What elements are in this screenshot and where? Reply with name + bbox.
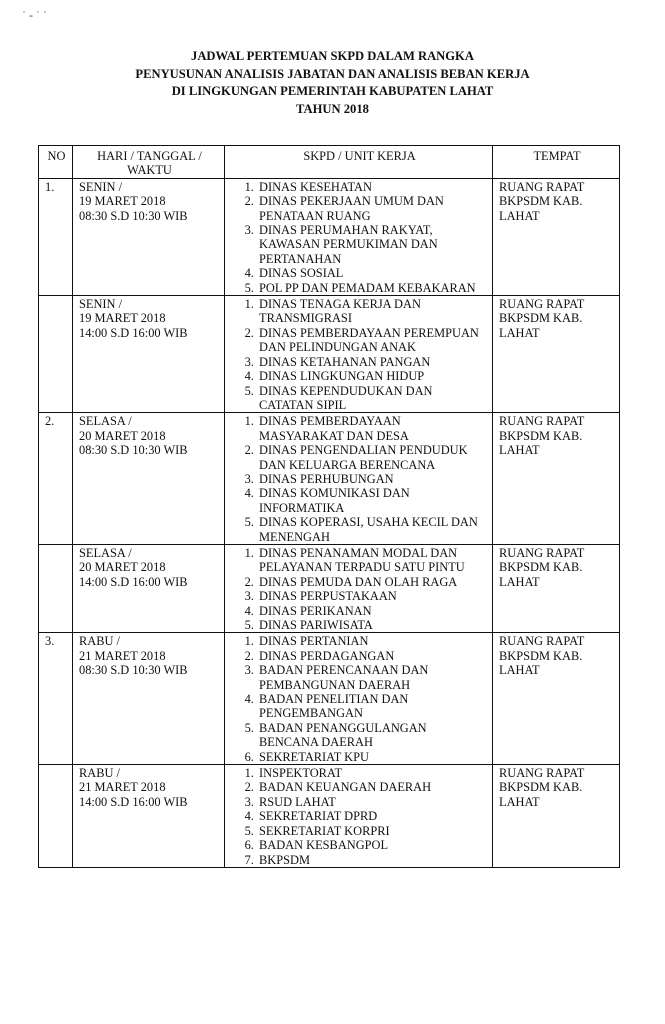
unit-item: 4. DINAS PERIKANAN [257,604,488,618]
unit-item: 2. DINAS PENGENDALIAN PENDUDUK DAN KELUARGA BERENCANA [257,443,488,472]
row-units [225,413,493,545]
row-day: SELASA / [79,545,132,560]
unit-item: 3. DINAS PERPUSTAKAAN [257,589,488,603]
unit-item: 3. DINAS KETAHANAN PANGAN [257,355,488,369]
unit-item: 2. DINAS PEMUDA DAN OLAH RAGA [257,575,488,589]
unit-list [231,414,488,544]
unit-item: 2. BADAN KEUANGAN DAERAH [257,780,488,794]
place-line: BKPSDM KAB. [499,194,583,209]
document-heading [0,48,665,118]
unit-item: 5. SEKRETARIAT KORPRI [257,824,488,838]
row-day: SENIN / [79,297,123,312]
header-skpd: SKPD / UNIT KERJA [225,146,493,179]
unit-list [231,766,488,867]
row-number: 2. [39,413,73,545]
unit-list [231,297,488,412]
unit-item: 4. DINAS SOSIAL [257,266,488,280]
row-date: 21 MARET 2018 [79,648,166,663]
unit-item: 1. DINAS PENANAMAN MODAL DAN PELAYANAN TERPADU SATU PINTU [257,546,488,575]
heading-line-1: JADWAL PERTEMUAN SKPD DALAM RANGKA [191,49,474,63]
unit-item: 5. DINAS PARIWISATA [257,618,488,632]
row-place [493,544,620,632]
row-time: 08:30 S.D 10:30 WIB [79,208,188,223]
header-hari-tanggal-waktu [73,146,225,179]
unit-item: 6. BADAN KESBANGPOL [257,838,488,852]
table-row [39,544,620,632]
unit-item: 1. DINAS KESEHATAN [257,180,488,194]
row-number: 3. [39,633,73,765]
heading-line-3: DI LINGKUNGAN PEMERINTAH KABUPATEN LAHAT [171,84,494,99]
row-schedule [73,178,225,295]
row-schedule [73,765,225,868]
row-units [225,544,493,632]
place-line: RUANG RAPAT [499,545,585,560]
unit-item: 3. RSUD LAHAT [257,795,488,809]
unit-item: 2. DINAS PEKERJAAN UMUM DAN PENATAAN RUANG [257,194,488,223]
unit-item: 5. DINAS KEPENDUDUKAN DAN CATATAN SIPIL [257,384,488,413]
unit-item: 4. DINAS KOMUNIKASI DAN INFORMATIKA [257,486,488,515]
row-units [225,633,493,765]
unit-item: 2. DINAS PERDAGANGAN [257,649,488,663]
place-line: LAHAT [499,663,540,678]
row-day: SENIN / [79,179,123,194]
place-line: RUANG RAPAT [499,634,585,649]
row-schedule [73,413,225,545]
place-line: LAHAT [499,794,540,809]
header-waktu-line-2: WAKTU [127,163,172,178]
place-line: RUANG RAPAT [499,179,585,194]
row-time: 14:00 S.D 16:00 WIB [79,794,188,809]
header-tempat: TEMPAT [493,146,620,179]
schedule-table [38,145,620,868]
table-row [39,765,620,868]
row-units [225,296,493,413]
row-day: RABU / [79,766,120,781]
row-schedule [73,633,225,765]
row-date: 20 MARET 2018 [79,428,166,443]
unit-item: 1. INSPEKTORAT [257,766,488,780]
place-line: BKPSDM KAB. [499,560,583,575]
row-units [225,765,493,868]
place-line: LAHAT [499,208,540,223]
unit-item: 4. BADAN PENELITIAN DAN PENGEMBANGAN [257,692,488,721]
place-line: BKPSDM KAB. [499,648,583,663]
row-time: 08:30 S.D 10:30 WIB [79,663,188,678]
row-date: 21 MARET 2018 [79,780,166,795]
table-row [39,633,620,765]
unit-item: 3. BADAN PERENCANAAN DAN PEMBANGUNAN DAERAH [257,663,488,692]
row-time: 08:30 S.D 10:30 WIB [79,443,188,458]
unit-item: 3. DINAS PERHUBUNGAN [257,472,488,486]
place-line: RUANG RAPAT [499,297,585,312]
row-number [39,765,73,868]
row-day: RABU / [79,634,120,649]
table-row [39,296,620,413]
header-waktu-line-1: HARI / TANGGAL / [97,149,202,163]
row-time: 14:00 S.D 16:00 WIB [79,574,188,589]
unit-item: 2. DINAS PEMBERDAYAAN PEREMPUAN DAN PELINDUNGAN ANAK [257,326,488,355]
unit-item: 6. SEKRETARIAT KPU [257,750,488,764]
row-units [225,178,493,295]
unit-item: 5. BADAN PENANGGULANGAN BENCANA DAERAH [257,721,488,750]
row-date: 19 MARET 2018 [79,311,166,326]
unit-item: 5. DINAS KOPERASI, USAHA KECIL DAN MENENGAH [257,515,488,544]
row-number: 1. [39,178,73,295]
row-place [493,296,620,413]
unit-list [231,180,488,295]
row-schedule [73,296,225,413]
place-line: BKPSDM KAB. [499,311,583,326]
unit-item: 1. DINAS PEMBERDAYAAN MASYARAKAT DAN DESA [257,414,488,443]
place-line: RUANG RAPAT [499,414,585,429]
scan-specks: ˙ ‐ ˙ ˙ [22,8,47,22]
place-line: LAHAT [499,443,540,458]
table-row [39,413,620,545]
place-line: BKPSDM KAB. [499,428,583,443]
row-schedule [73,544,225,632]
unit-list [231,546,488,632]
unit-item: 5. POL PP DAN PEMADAM KEBAKARAN [257,281,488,295]
unit-item: 7. BKPSDM [257,853,488,867]
row-day: SELASA / [79,414,132,429]
row-place [493,413,620,545]
heading-line-2: PENYUSUNAN ANALISIS JABATAN DAN ANALISIS BEBAN KERJA [135,66,530,81]
row-place [493,178,620,295]
unit-item: 1. DINAS TENAGA KERJA DAN TRANSMIGRASI [257,297,488,326]
row-time: 14:00 S.D 16:00 WIB [79,325,188,340]
unit-item: 4. SEKRETARIAT DPRD [257,809,488,823]
unit-item: 4. DINAS LINGKUNGAN HIDUP [257,369,488,383]
unit-item: 3. DINAS PERUMAHAN RAKYAT, KAWASAN PERMUKIMAN DAN PERTANAHAN [257,223,488,266]
table-row [39,178,620,295]
table-header-row [39,146,620,179]
row-number [39,544,73,632]
row-place [493,633,620,765]
header-no: NO [39,146,73,179]
row-place [493,765,620,868]
heading-line-4: TAHUN 2018 [296,101,369,116]
row-date: 19 MARET 2018 [79,194,166,209]
unit-item: 1. DINAS PERTANIAN [257,634,488,648]
row-date: 20 MARET 2018 [79,560,166,575]
place-line: LAHAT [499,574,540,589]
place-line: BKPSDM KAB. [499,780,583,795]
place-line: LAHAT [499,325,540,340]
table-body [39,178,620,867]
row-number [39,296,73,413]
place-line: RUANG RAPAT [499,766,585,781]
unit-list [231,634,488,764]
